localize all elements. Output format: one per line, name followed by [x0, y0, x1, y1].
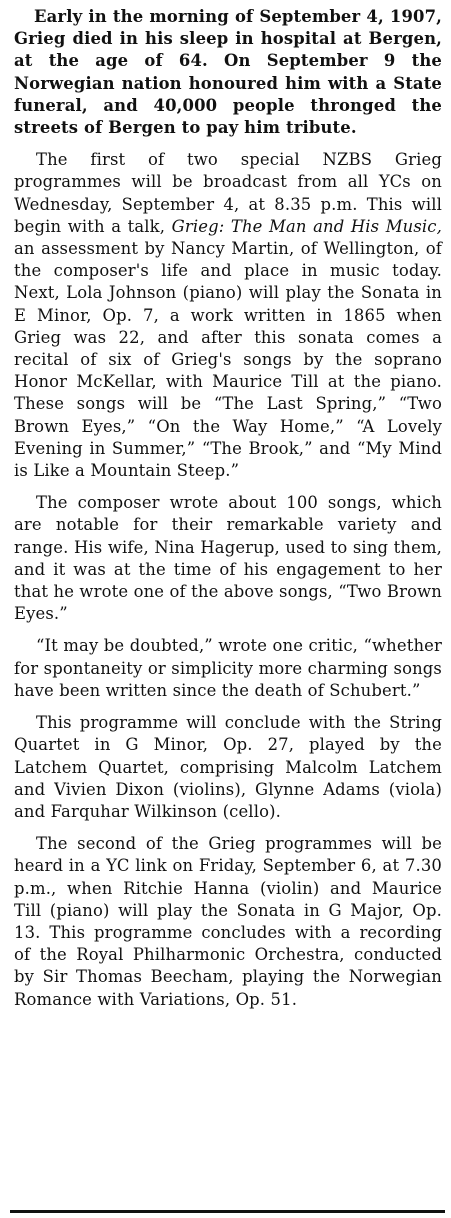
paragraph-critic-quote: “It may be doubted,” wrote one critic, “whether for spontaneity or simplicity more charming songs have been written since the death of Schubert.”: [14, 636, 442, 700]
paragraph-grieg-death: Early in the morning of September 4, 1907, Grieg died in his sleep in hospital at Bergen, at the age of 64. On September 9 the Norwegian nation honoured him with a State funeral, and 40,000 people thronged the streets of Bergen to pay him tribute.: [14, 7, 442, 138]
article-column: [14, 6, 442, 1021]
paragraph-songs: The composer wrote about 100 songs, which are notable for their remarkable variety and range. His wife, Nina Hagerup, used to sing them, and it was at the time of his engagement to her that he wrote one of the above songs, “Two Brown Eyes.”: [14, 493, 442, 624]
talk-title: Grieg: The Man and His Music,: [171, 216, 442, 236]
paragraph-second-programme: The second of the Grieg programmes will be heard in a YC link on Friday, September 6, at 7.30 p.m., when Ritchie Hanna (violin) and Maurice Till (piano) will play the Sonata in G Major, Op. 13. This programme concludes with a recording of the Royal Philharmonic Orchestra, conducted by Sir Thomas Beecham, playing the Norwegian Romance with Variations, Op. 51.: [14, 834, 442, 1009]
paragraph-string-quartet: This programme will conclude with the String Quartet in G Minor, Op. 27, played by the Latchem Quartet, comprising Malcolm Latchem and Vivien Dixon (violins), Glynne Adams (viola) and Farquhar Wilkinson (cello).: [14, 713, 442, 821]
paragraph-first-programme-intro: The first of two special NZBS Grieg programmes will be broadcast from all YCs on Wednesday, September 4, at 8.35 p.m. This will begin with a talk,: [14, 150, 442, 236]
paragraph-first-programme-details: an assessment by Nancy Martin, of Wellington, of the composer's life and place in music today. Next, Lola Johnson (piano) will play the Sonata in E Minor, Op. 7, a work written in 1865 when Grieg was 22, and after this sonata comes a recital of six of Grieg's songs by the soprano Honor McKellar, with Maurice Till at the piano. These songs will be “The Last Spring,” “Two Brown Eyes,” “On the Way Home,” “A Lovely Evening in Summer,” “The Brook,” and “My Mind is Like a Mountain Steep.”: [14, 239, 442, 481]
bottom-rule: [10, 1210, 445, 1213]
paragraph-first-programme: [14, 149, 442, 482]
